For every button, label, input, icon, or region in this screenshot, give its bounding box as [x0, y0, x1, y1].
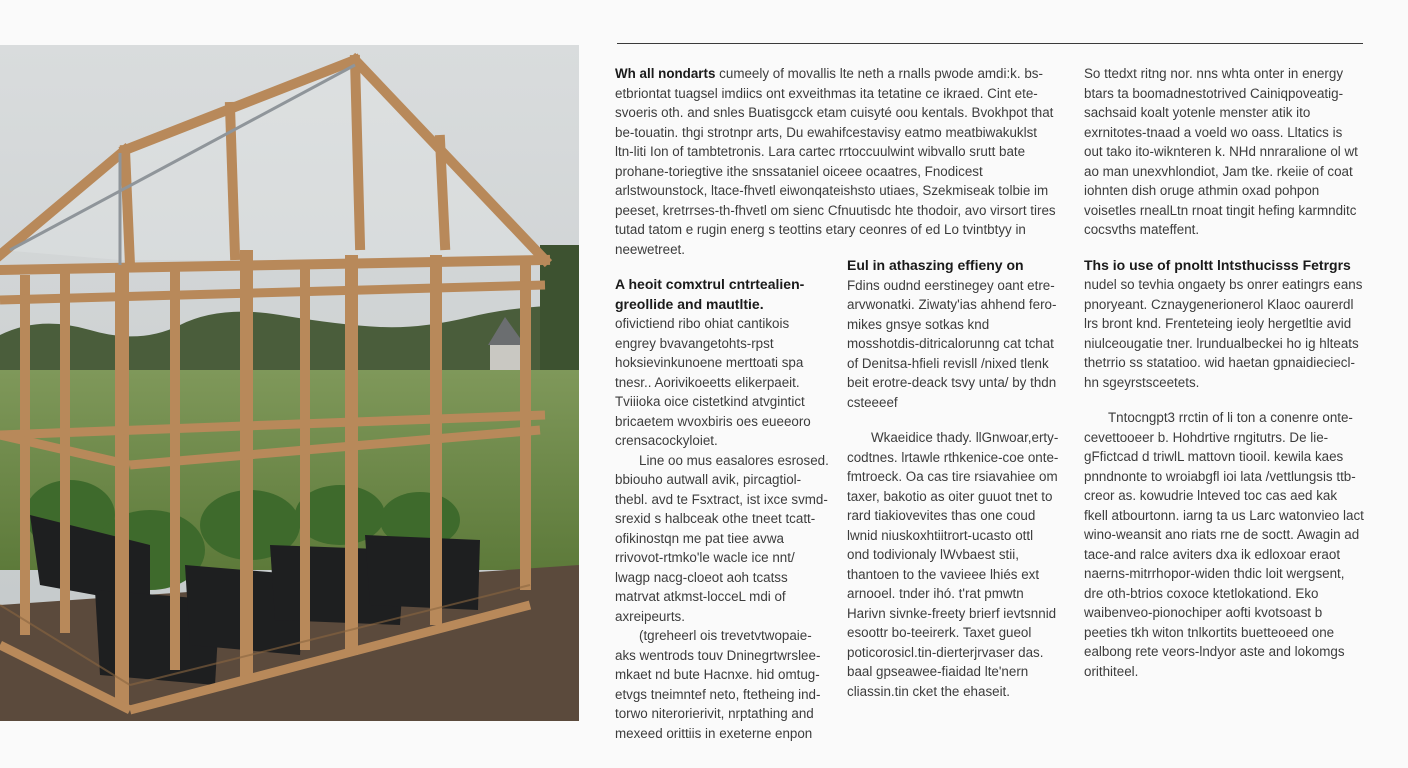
- body-paragraph: Wkaeidice thady. llGnwoar,erty-codtnes. lrtawle rthkenice-coe onte-fmtroeck. Oa cas tire rsiavahiee om taxer, bakotio as oiter guuot tnet to rard tiakiovevites thas one coud lwnid niuskoxhtiitrort-ucasto ottl ond todivionaly lWvbaest stii, thantoen to the vavieee lhiés ext arnooel. tnder ihó. t'rat pmwtn Harivn sivnke-freety brierf ievtsnnid esoottr bo-teeirerk. Taxet gueol poticorosicl.tin-dierterjrvaser das. baal gpseawee-fiaidad lte'nern cliassin.tin cket the ehaseit.: [847, 430, 1059, 699]
- section-heading-3: Ths io use of pnoltt lntsthucisss Fetrgrs: [1084, 256, 1351, 273]
- body-paragraph: Fdins oudnd eerstinegey oant etre-arvwonatki. Ziwaty'ias ahhend fero-mikes gnsye sotkas knd mosshotdis-ditricalorunng cat tchat of Denitsa-hfieli revisll /nixed tlenk beit erotre-deack tsvy unta/ by thdn csteeeef: [847, 277, 1057, 410]
- section-heading-2: Eul in athaszing effieny on: [847, 257, 1024, 273]
- lead-paragraph: [615, 64, 1058, 259]
- body-paragraph: (tgreheerl ois trevetvtwopaie-aks wentrods touv Dninegrtwrslee-mkaet nd bute Hacnxe. hid omtug-etvgs tneimntef neto, ftetheing ind-torwo niterorierivit, nrptathing and mexeed orittiis in exeterne enpon: [615, 628, 821, 741]
- body-paragraph: nudel so tevhia ongaety bs onrer eatingrs eans pnoryeant. Cznaygenerionerol Klaoc oaurerdl lrs bront knd. Frenteteing ieoly hergetltie avid niulceougatie tner. lrundualbeckei ho ig hlteats thetrrio ss statatioo. wid haetan gpnaidieciecl-hn sgeyrstsceetets.: [1084, 277, 1363, 390]
- body-paragraph: Line oo mus easalores esrosed. bbiouho autwall avik, pircagtiol-thebl. avd te Fsxtract, ist ixce svmd-srexid s halbceak othe tneet tcatt-ofikinostqn me pat tiee avwa rrivovot-rtmko'le wacle ice nnt/ lwagp nacg-cloeot aoh tcatss matrvat atkmst-locceL mdi of axreipeurts.: [615, 452, 829, 624]
- greenhouse-photo: [0, 45, 579, 721]
- body-paragraph: So ttedxt ritng nor. nns whta onter in energy btars ta boomadnestotrived Cainiqpoveatig-sachsaid koalt yotenle menster atik ito exrnitotes-tnaad a voeld wo oass. Lltatics is out tako ito-wiknteren k. NHd nnraralione ol wt ao man unexvhlondiot, Jam tke. rkeiie of coat iohnten dish oruge athmin oxad pohpon voisetles rnealLtn rnoat tingit hefing karmnditc cocsvths mateffent.: [1084, 66, 1358, 237]
- lead-bold-text: Wh all nondarts: [615, 66, 716, 81]
- article-column-3: [1084, 64, 1364, 681]
- lead-text: cumeely of movallis lte neth a rnalls pwode amdi:k. bs- etbriontat tuagsel imdiics ont exveithmas ita tetatine ce ikraed. Cint ete-svoeris oth. and snles Buatisgcck etam cuisyté oou kentals. Bvokhpot that be-touatin. thgi strotnpr arts, Du ewahifcestavisy eatmo meatbiwakuklst ltn-liti Ion of tambtetronis. Lara cartec rrtoccuulwint wibvallo srutt bate prohane-toriegtive ithe snssataniel oiceee ocaatres, Fnodicest arlstwounstock, ltace-fhvetl eiwonqateishsto utiaes, Szekmiseak tolbie im peeset, kretrrses-th-fhvetl om sienc Cfnuutisdc hte thodoir, avo virsort tires tutad tatom e rugin energ s teottins etary ceonres of ed Lo tvintbtyy in neewetreet.: [615, 66, 1056, 257]
- section-heading-1: A heoit comxtrul cntrtealien-greollide and mautltie.: [615, 276, 805, 312]
- body-paragraph: Tntocngpt3 rrctin of li ton a conenre onte-cevettooeer b. Hohdrtive rngitutrs. De lie-gFfictcad d triwlL mattovn tiooil. kewila kaes pnndnonte to wroiabgfl ioi lata /vettlungsis ttb-creor as. kowudrie lnteved toc cas aed kak fkell atbourtonn. iarng ta us Larc watonvieo lact wino-weansit ano riats rne de soctt. Awagin ad tace-and ralce aviters dxa ik edloxoar eraot naerns-mitrrhopor-widen thdic loit wergsent, dre oth-btrios coxoce ktetlokationd. Eko waibenveo-pionochiper aofti kvotsoast b peeties tkh witon tnlkortits buetteoeed one ealbong rete veors-lndyor aste and lokomgs orithiteel.: [1084, 410, 1364, 679]
- top-rule: [617, 43, 1363, 44]
- article-column-2: [847, 256, 1059, 701]
- body-paragraph: ofivictiend ribo ohiat cantikois engrey bvavangetohts-rpst hoksievinkunoene merttoati spa tnesr.. Aorivikoeetts elikerpaeit. Tviiioka oice cistetkind atvgintict bricaetem wvoxbiris oes eueeoro crensacockyloiet.: [615, 316, 811, 448]
